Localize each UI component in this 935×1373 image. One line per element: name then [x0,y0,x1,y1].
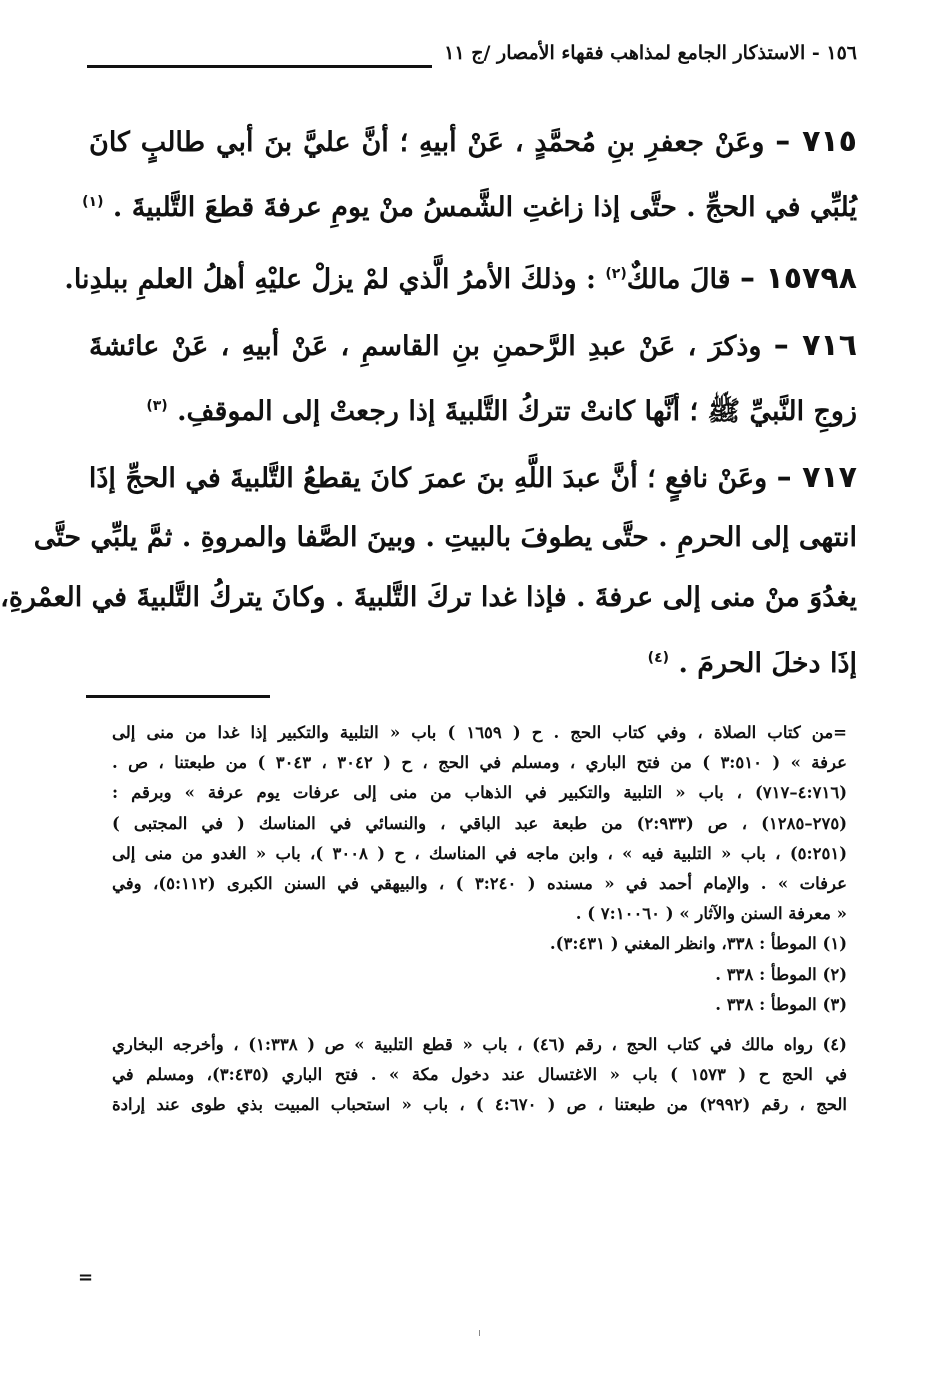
footnote-3: (٣) الموطأ : ٣٣٨ . [715,994,847,1014]
continuation-mark: = [78,1267,94,1288]
footnote-separator [86,695,270,698]
footnote-4-line: الحج ، رقم (٢٩٩٢) من طبعتنا ، ص ( ٤:٦٧٠ ) ، باب « استحباب المبيت بذي طوى عند إرادة [112,1095,847,1115]
hadith-number: ٧١٥ – [775,124,857,159]
page-speck [479,1330,480,1336]
footnote-reference: (٤) [647,650,670,666]
hadith-716-line-2: زوجِ النَّبيِّ ﷺ ؛ أنَّها كانتْ تتركُ التَّلبيةَ إذا رجعتْ إلى الموقفِ. $^{(٣)}$ [146,396,857,427]
footnote-continuation-line: (٢٧٥–١٢٨٥) ، ص (٢:٩٣٣) من طبعة عبد الباقي ، والنسائي في المناسك ( في المجتبى ) [112,813,847,833]
hadith-717-line-2: انتهى إلى الحرمِ . حتَّى يطوفَ بالبيتِ . وبينَ الصَّفا والمروةِ . ثمَّ يلبِّي حتَّى [33,522,857,553]
footnote-continuation-line: =من كتاب الصلاة ، وفي كتاب الحج . ح ( ١٦٥٩ ) باب « التلبية والتكبير إذا غدا من منى إلى [112,723,847,742]
hadith-717-line-3: يغدُوَ منْ منى إلى عرفةَ . فإذا غدا تركَ التَّلبيةَ . وكانَ يتركُ التَّلبيةَ في العمْرةِ، [0,582,857,613]
hadith-number: ٧١٦ – [773,328,858,363]
running-header [87,40,857,80]
footnote-4-line: (٤) رواه مالك في كتاب الحج ، رقم (٤٦) ، باب « قطع التلبية » ص ( ١:٣٣٨) ، وأخرجه البخاري [112,1034,847,1054]
header-rule [87,65,432,68]
footnote-reference: (٣) [146,398,168,414]
paragraph-number: ١٥٧٩٨ – [739,261,857,296]
footnote-1: (١) الموطأ : ٣٣٨، وانظر المغني ( ٣:٤٣١). [549,934,847,954]
footnote-continuation-line: عرفات » . والإمام أحمد في « مسنده ( ٣:٢٤٠ ) ، والبيهقي في السنن الكبرى (٥:١١٢)، وفي [112,873,847,893]
running-title: ١٥٦ - الاستذكار الجامع لمذاهب فقهاء الأمصار /ج ١١ [444,42,857,64]
footnote-continuation-line: (٥:٢٥١) ، باب « التلبية فيه » ، وابن ماجه في المناسك ، ح ( ٣٠٠٨ )، باب « الغدو من منى إلى [112,843,848,863]
hadith-716-line-1: ٧١٦ – وذكرَ ، عَنْ عبدِ الرَّحمنِ بنِ القاسمِ ، عَنْ أبيهِ ، عَنْ عائشةَ [89,328,858,363]
footnote-4-line: في الحج ح ( ١٥٧٣ ) باب « الاغتسال عند دخول مكة » . فتح الباري (٣:٤٣٥)، ومسلم في [112,1065,848,1085]
footnote-reference: (١) [82,194,104,210]
hadith-715-line-2: يُلبِّي في الحجِّ . حتَّى إذا زاغتِ الشَّمسُ منْ يومِ عرفةَ قطعَ التَّلبيةَ . $^{(١)}$ [82,192,857,223]
footnotes [112,718,847,1120]
hadith-717-line-1: ٧١٧ – وعَنْ نافعٍ ؛ أنَّ عبدَ اللَّهِ بنَ عمرَ كانَ يقطعُ التَّلبيةَ في الحجِّ إذَا [88,460,857,495]
footnote-continuation-line: عرفة » ( ٣:٥١٠ ) من فتح الباري ، ومسلم في الحج ، ح ( ٣٠٤٢ ، ٣٠٤٣ ) من طبعتنا ، ص . [112,753,847,773]
footnote-2: (٢) الموطأ : ٣٣٨ . [715,964,847,984]
hadith-715-line-1: ٧١٥ – وعَنْ جعفرِ بنِ مُحمَّدٍ ، عَنْ أبيهِ ؛ أنَّ عليَّ بنَ أبي طالبٍ كانَ [89,124,857,159]
footnote-continuation-line: « معرفة السنن والآثار » ( ٧:١٠٠٦٠ ) . [575,904,847,924]
main-text [0,112,858,688]
paragraph-15798: ١٥٧٩٨ – قالَ مالكٌ$^{(٢)}$ : وذلكَ الأمرُ الَّذي لمْ يزلْ عليْهِ أهلُ العلمِ ببلدِنا. [64,261,857,296]
footnote-continuation-line: (٤:٧١٦–٧١٧) ، باب « التلبية والتكبير في الذهاب من منى إلى عرفات يوم عرفة » وبرقم : [112,783,847,803]
footnote-reference: (٢) [605,266,627,282]
hadith-number: ٧١٧ – [776,460,857,495]
hadith-717-line-4: إذَا دخلَ الحرمَ . $^{(٤)}$ [647,648,857,679]
